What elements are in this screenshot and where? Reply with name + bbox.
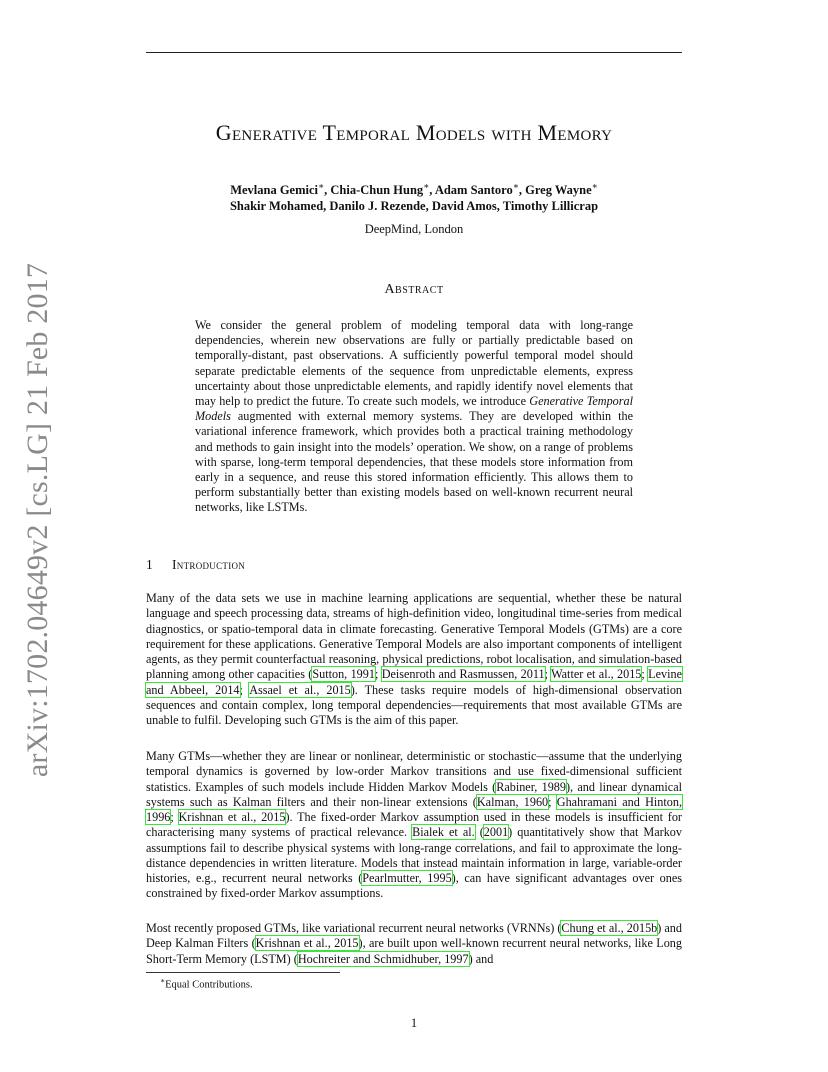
text-run: ), and linear dynamical systems such as Kalman filters and their non-linear extensions ( (146, 779, 683, 809)
citation-link[interactable]: Kalman, 1960 (476, 794, 549, 809)
citation-link[interactable]: Hochreiter and Schmidhuber, 1997 (297, 951, 469, 966)
author-line-1 (146, 178, 682, 198)
arxiv-identifier-stamp: arXiv:1702.04649v2 [cs.LG] 21 Feb 2017 (21, 262, 54, 778)
equal-contribution-mark: ∗ (512, 181, 519, 191)
text-run: We consider the general problem of modeling temporal data with long-range dependencies, wherein new observations are fully or partially predictable based on temporally-distant, past observations. A sufficiently powerful temporal model should separate predictable elements of the sequence from unpredictable elements, express uncertainty about those unpredictable elements, and rapidly identify novel elements that may help to predict the future. To create such models, we introduce (195, 318, 633, 409)
citation-link[interactable]: Krishnan et al., 2015 (178, 810, 286, 824)
footnote (160, 976, 253, 991)
text-run: augmented with external memory systems. They are developed within the variational inference framework, which provides both a practical training methodology and methods to gain insight into the models’ operation. We show, on a range of problems with sparse, long-term temporal dependencies, that these models store information from early in a sequence, and reuse this stored information efficiently. This allows them to perform substantially better than existing models based on well-known recurrent neural networks, like LSTMs. (195, 409, 633, 515)
affiliation: DeepMind, London (364, 222, 464, 236)
citation-link[interactable]: Pearlmutter, 1995 (362, 871, 452, 885)
author-block (146, 178, 682, 214)
author-name: Chia-Chun Hung (330, 183, 424, 198)
page-number: 1 (410, 1016, 418, 1030)
text-run: ; (544, 667, 552, 682)
citation-link[interactable]: Krishnan et al., 2015 (255, 936, 359, 951)
text-run: ). The fixed-order Markov assumption used in these models is insufficient for characterising many systems of practical relevance. (146, 810, 682, 840)
text-run: Many GTMs—whether they are linear or nonlinear, deterministic or stochastic—assume that the underlying temporal dynamics is governed by low-order Markov transitions and use fixed-dimensional sufficient statistics. Examples of such models include Hidden Markov Models ( (146, 749, 682, 794)
author-line-2: Shakir Mohamed, Danilo J. Rezende, David Amos, Timothy Lillicrap (229, 199, 599, 214)
text-run: ; (170, 810, 179, 824)
footnote-rule (146, 972, 340, 973)
text-run: ; (239, 682, 250, 697)
text-run: ) and Deep Kalman Filters ( (146, 921, 682, 951)
section-heading-introduction (146, 557, 682, 573)
citation-link[interactable]: Rabiner, 1989 (496, 779, 566, 794)
citation-link[interactable]: Assael et al., 2015 (249, 682, 351, 697)
author-separator: , (518, 183, 526, 198)
abstract-heading: Abstract (384, 282, 444, 297)
author-separator: , (429, 183, 435, 198)
footnote-text: Equal Contributions. (165, 979, 253, 991)
intro-paragraph-2 (146, 749, 682, 902)
citation-link[interactable]: Ghahramani and Hinton, 1996 (146, 794, 683, 824)
author-separator: , (324, 183, 331, 198)
citation-link[interactable]: 2001 (483, 825, 509, 840)
equal-contribution-mark: ∗ (318, 181, 325, 191)
citation-link[interactable]: Levine and Abbeel, 2014 (146, 667, 682, 697)
citation-link[interactable]: Sutton, 1991 (312, 667, 375, 682)
author-name: Adam Santoro (434, 183, 513, 198)
equal-contribution-mark: ∗ (423, 181, 430, 191)
author-name: Mevlana Gemici (230, 183, 319, 198)
top-rule (146, 52, 682, 53)
text-run: ), can have significant advantages over ones constrained by fixed-order Markov assumptions. (146, 871, 682, 901)
text-run: Many of the data sets we use in machine learning applications are sequential, whether these be natural language and speech processing data, streams of high-definition video, longitudinal time-series from medical diagnostics, or spatio-temporal data in climate forecasting. Generative Temporal Models (GTMs) are a core requirement for these applications. Generative Temporal Models are also important components of intelligent agents, as they permit counterfactual reasoning, physical predictions, robot localisation, and simulation-based planning among other capacities ( (146, 591, 682, 682)
paper-title: Generative Temporal Models with Memory (215, 120, 613, 145)
text-run: ; (548, 794, 557, 809)
footnote-mark: ∗ (160, 976, 166, 985)
abstract-text (195, 318, 633, 516)
intro-paragraph-1 (146, 591, 682, 728)
text-run: ( (474, 825, 484, 840)
emphasized-text: Generative Temporal Models (195, 394, 634, 424)
text-run: Most recently proposed GTMs, like variational recurrent neural networks (VRNNs) ( (146, 921, 562, 935)
text-run: ) and (468, 951, 494, 966)
intro-paragraph-3 (146, 921, 682, 967)
text-run: ; (374, 667, 382, 682)
equal-contribution-mark: ∗ (591, 181, 598, 191)
text-run: ). These tasks require models of high-dimensional observation sequences and contain complex, long temporal dependencies—requirements that most available GTMs are unable to fulfil. Developing such GTMs is the aim of this paper. (146, 682, 683, 727)
section-title: Introduction (172, 557, 246, 572)
citation-link[interactable]: Deisenroth and Rasmussen, 2011 (381, 667, 545, 682)
section-number: 1 (146, 557, 154, 572)
citation-link[interactable]: Watter et al., 2015 (551, 667, 642, 682)
citation-link[interactable]: Chung et al., 2015b (561, 921, 658, 935)
text-run: ; (641, 667, 649, 682)
text-run: ) quantitatively show that Markov assumptions fail to describe physical systems with long-range correlations, and fail to approximate the long-distance dependencies in written literature. Models that instead maintain information in large, variable-order histories, e.g., recurrent neural networks ( (146, 825, 682, 885)
text-run: ), are built upon well-known recurrent neural networks, like Long Short-Term Memory (LSTM) ( (146, 936, 682, 966)
citation-link[interactable]: Bialek et al. (412, 825, 475, 840)
author-name: Greg Wayne (525, 183, 592, 198)
